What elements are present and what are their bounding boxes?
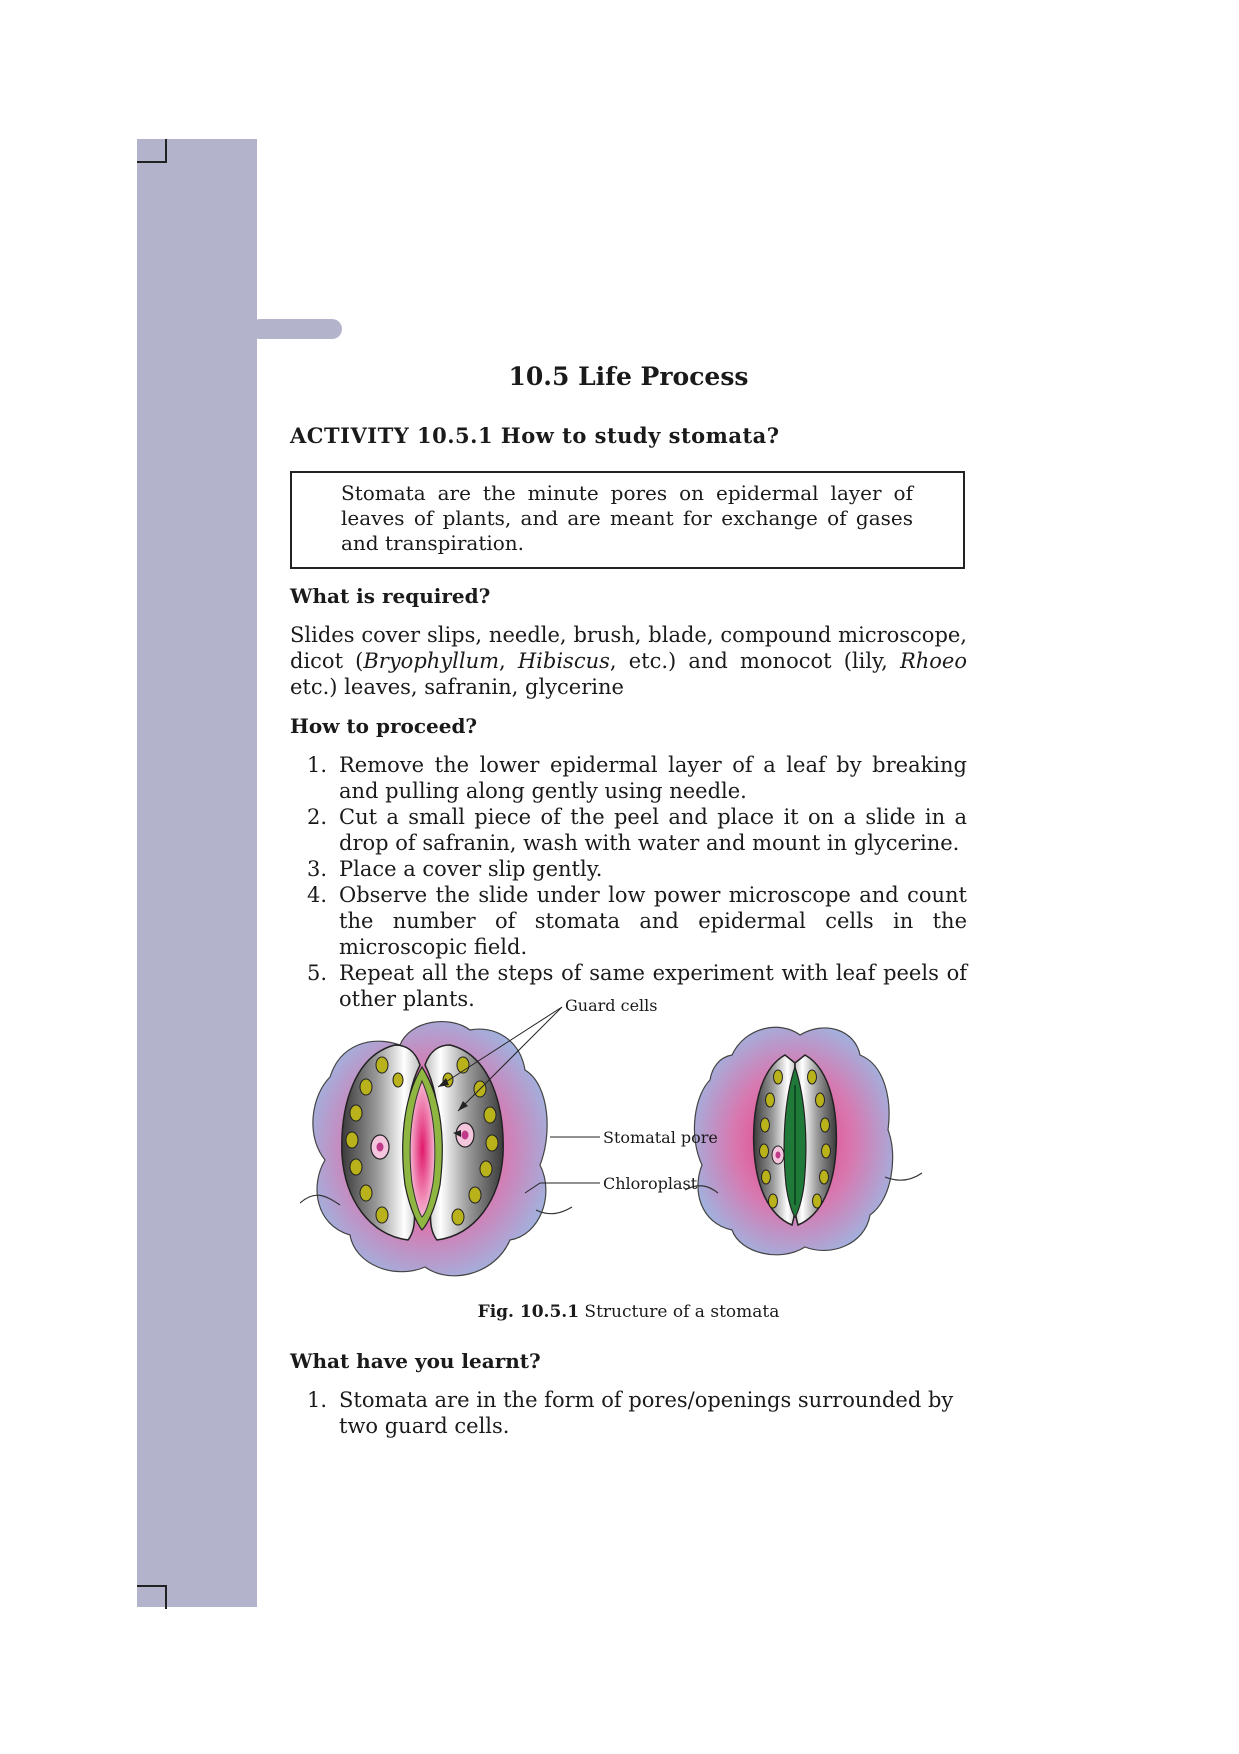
learnt-list	[290, 1387, 967, 1439]
label-stomatal-pore: Stomatal pore	[603, 1128, 718, 1147]
intro-box	[290, 471, 965, 569]
proceed-heading: How to proceed?	[290, 714, 478, 738]
page-margin-bar	[137, 139, 257, 1607]
intro-text: Stomata are the minute pores on epidermal layer of leaves of plants, and are meant for exchange of gases and transpiration.	[341, 481, 913, 555]
label-guard-cells: Guard cells	[565, 996, 658, 1015]
page-margin-tab	[250, 319, 342, 339]
closed-stomata-drawing	[685, 1027, 922, 1255]
procedure-list	[290, 752, 967, 1012]
section-title: 10.5 Life Process	[508, 362, 749, 391]
stomata-figure	[300, 985, 960, 1305]
list-item: 1. Remove the lower epidermal layer of a leaf by breaking and pulling along gently using needle.	[307, 753, 967, 803]
required-heading: What is required?	[290, 584, 491, 608]
label-chloroplast: Chloroplast	[603, 1174, 698, 1193]
crop-mark-top	[137, 139, 167, 163]
list-item: 4. Observe the slide under low power microscope and count the number of stomata and epidermal cells in the microscopic field.	[307, 883, 967, 959]
list-item: 1. Stomata are in the form of pores/openings surrounded by two guard cells.	[307, 1388, 954, 1438]
learnt-heading: What have you learnt?	[290, 1349, 541, 1373]
activity-title: ACTIVITY 10.5.1 How to study stomata?	[290, 423, 780, 448]
list-item: 2. Cut a small piece of the peel and place it on a slide in a drop of safranin, wash with water and mount in glycerine.	[307, 805, 967, 855]
required-text: Slides cover slips, needle, brush, blade, compound microscope, dicot (Bryophyllum, Hibiscus, etc.) and monocot (lily, Rhoeo etc.) leaves, safranin, glycerine	[290, 623, 967, 699]
figure-caption: Fig. 10.5.1 Structure of a stomata	[477, 1302, 780, 1322]
list-item: 3. Place a cover slip gently.	[307, 857, 603, 881]
crop-mark-bottom	[137, 1585, 167, 1609]
open-stomata-drawing	[300, 1022, 572, 1276]
list-item: 5. Repeat all the steps of same experiment with leaf peels of other plants.	[307, 961, 967, 1011]
